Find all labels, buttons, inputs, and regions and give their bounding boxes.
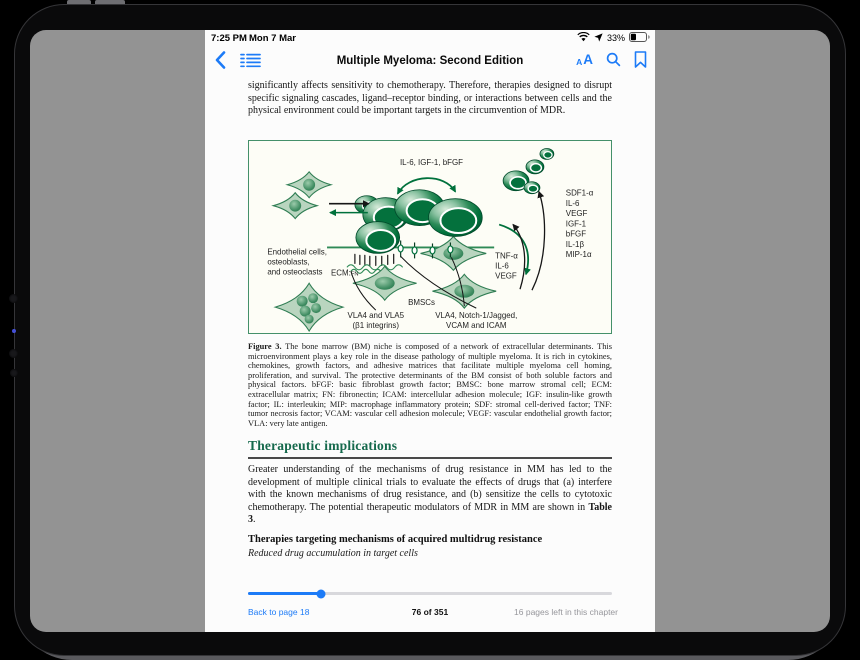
reading-progress-slider[interactable] bbox=[248, 592, 612, 595]
label-il1b: IL-1β bbox=[565, 239, 585, 249]
back-to-page-link[interactable]: Back to page 18 bbox=[248, 607, 310, 617]
label-endothelial-3: and osteoclasts bbox=[267, 267, 323, 277]
location-arrow-icon bbox=[594, 30, 603, 47]
label-tnf: TNF-α bbox=[495, 251, 518, 261]
bone-marrow-niche-figure bbox=[249, 141, 611, 333]
label-ecm: ECM:FN bbox=[331, 268, 359, 278]
label-bmscs: BMSCs bbox=[408, 298, 435, 308]
camera-indicator-dot bbox=[12, 329, 16, 333]
status-time: 7:25 PM bbox=[211, 33, 247, 44]
paragraph-2-period: . bbox=[253, 514, 256, 526]
myeloma-cell-cluster bbox=[355, 190, 482, 254]
paragraph-2-text: Greater understanding of the mechanisms of drug resistance in MM has led to the development of multiple clinical trials to evaluate the effects of drugs that (a) interfere with the known mechanisms of drug resistance, and (b) sensitize the cells to cytotoxic chemotherapy. The potential therapeutic modulators of MDR in MM are shown in bbox=[248, 464, 612, 513]
heading-rule bbox=[248, 457, 612, 459]
battery-icon bbox=[629, 30, 650, 47]
label-vegf-right: VEGF bbox=[565, 209, 588, 219]
battery-percent: 33% bbox=[606, 33, 625, 43]
front-camera-dot bbox=[9, 294, 18, 303]
label-vla45-1: VLA4 and VLA5 bbox=[347, 311, 405, 321]
section-heading: Therapeutic implications bbox=[248, 438, 398, 453]
sensor-dot bbox=[9, 349, 18, 358]
paragraph-1: significantly affects sensitivity to chemotherapy. Therefore, therapies designed to disrupt specific signaling cascades, ligand–receptor binding, or interactions between cells and the physical environment could be important targets in the circumvention of MDR. bbox=[248, 80, 612, 117]
label-igf1: IGF-1 bbox=[565, 219, 587, 229]
label-vla4-notch-1: VLA4, Notch-1/Jagged, bbox=[435, 311, 518, 321]
ipad-screen bbox=[30, 30, 830, 632]
wifi-icon bbox=[577, 30, 590, 47]
page-indicator: 76 of 351 bbox=[411, 607, 449, 617]
subsection-detail: Reduced drug accumulation in target cells bbox=[248, 548, 418, 559]
font-size-large-a: A bbox=[583, 51, 593, 67]
status-bar bbox=[205, 30, 655, 47]
label-vla4-notch-2: VCAM and ICAM bbox=[446, 321, 507, 331]
label-endothelial-2: osteoblasts, bbox=[267, 257, 310, 267]
progress-knob[interactable] bbox=[316, 589, 325, 598]
label-bfgf: bFGF bbox=[565, 229, 587, 239]
table-3-reference: Table 3 bbox=[248, 501, 612, 526]
bookmark-button[interactable] bbox=[634, 51, 647, 68]
font-size-button[interactable] bbox=[576, 53, 593, 67]
status-right-cluster bbox=[577, 32, 650, 44]
label-sdf1a: SDF1-α bbox=[565, 188, 594, 198]
endothelial-cells bbox=[273, 172, 331, 219]
osteoclast-cell bbox=[275, 283, 343, 331]
figure-3-diagram bbox=[248, 140, 612, 334]
pages-left-label: 16 pages left in this chapter bbox=[514, 607, 618, 617]
status-date: Mon 7 Mar bbox=[249, 33, 296, 44]
font-size-small-a: A bbox=[576, 56, 583, 67]
nav-bar bbox=[205, 47, 655, 77]
label-mip1a: MIP-1α bbox=[565, 250, 592, 260]
sensor-dot bbox=[10, 369, 18, 377]
books-reader-app bbox=[205, 30, 655, 632]
label-top-cytokines: IL-6, IGF-1, bFGF bbox=[399, 157, 464, 167]
label-il6-right: IL-6 bbox=[565, 198, 580, 208]
figure-caption-label: Figure 3. bbox=[248, 342, 282, 351]
circulating-myeloma-cells bbox=[503, 148, 554, 193]
book-title: Multiple Myeloma: Second Edition bbox=[336, 55, 524, 67]
nav-right bbox=[576, 51, 647, 68]
paragraph-2 bbox=[248, 464, 612, 527]
reader-footer bbox=[248, 607, 618, 621]
figure-caption-text: The bone marrow (BM) niche is composed of a network of extracellular determinants. This microenvironment plays a key role in the disease pathology of multiple myeloma. It is rich in cytokines, chemokines, growth factors, and adhesive matrices that facilitate multiple myeloma cell homing, proliferation, and survival. The protective determinants of the BM consist of both soluble factors and physical factors. bFGF: basic fibroblast growth factor; BMSC: bone marrow stromal cell; ECM: extracellular matrix; FN: fibronectin; ICAM: intercellular adhesion molecule; IGF: insulin-like growth factor; IL: interleukin; MIP: macrophage inflammatory protein; SDF: stromal cell-derived factor; TNF: tumor necrosis factor; VCAM: vascular cell adhesion molecule; VEGF: vascular endothelial growth factor; VLA: very late antigen. bbox=[248, 342, 612, 428]
integrin-attachments bbox=[355, 254, 394, 265]
figure-caption bbox=[248, 342, 612, 428]
label-vegf: VEGF bbox=[495, 271, 517, 281]
label-vla45-2: (β1 integrins) bbox=[352, 321, 400, 331]
progress-fill bbox=[248, 592, 321, 595]
subsection-heading: Therapies targeting mechanisms of acquired multidrug resistance bbox=[248, 534, 543, 545]
label-il6: IL-6 bbox=[495, 261, 509, 271]
label-endothelial-1: Endothelial cells, bbox=[267, 247, 327, 257]
search-button[interactable] bbox=[606, 52, 621, 67]
